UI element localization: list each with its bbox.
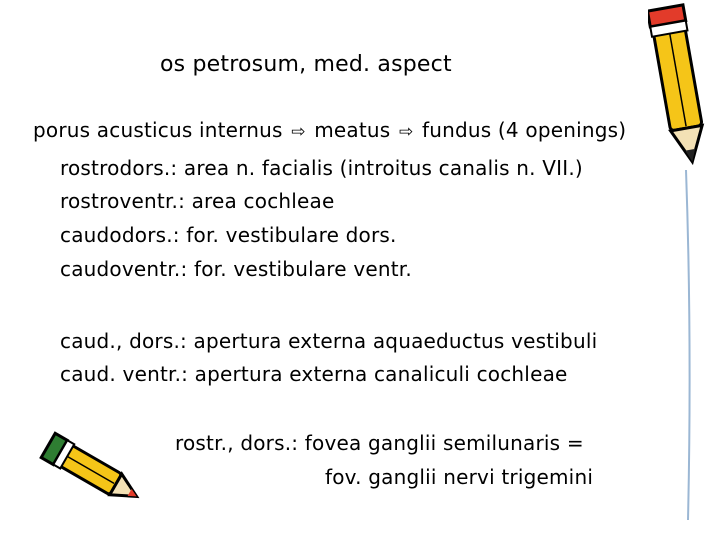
- sub-item-rostrodors: rostrodors.: area n. facialis (introitus canalis n. VII.): [60, 156, 583, 180]
- porus-text: porus acusticus internus: [33, 118, 283, 142]
- meatus-text: meatus: [314, 118, 391, 142]
- sub-item-rostroventr: rostroventr.: area cochleae: [60, 189, 335, 213]
- slide-title: os petrosum, med. aspect: [160, 52, 452, 77]
- pencil-clipart-icon: [648, 0, 718, 540]
- sub-item-caudodors: caudodors.: for. vestibulare dors.: [60, 223, 397, 247]
- aperture-vestibuli: caud., dors.: apertura externa aquaeductus vestibuli: [60, 329, 598, 353]
- pencil-clipart-icon: [30, 428, 150, 518]
- arrow-right-icon: ⇨: [398, 122, 414, 142]
- aperture-cochleae: caud. ventr.: apertura externa canaliculi cochleae: [60, 362, 568, 386]
- porus-line: [33, 118, 626, 142]
- fovea-line-2: fov. ganglii nervi trigemini: [325, 465, 594, 489]
- fundus-text: fundus (4 openings): [421, 118, 627, 142]
- fovea-line-1: rostr., dors.: fovea ganglii semilunaris =: [175, 431, 584, 455]
- arrow-right-icon: ⇨: [291, 122, 306, 142]
- sub-item-caudoventr: caudoventr.: for. vestibulare ventr.: [60, 257, 412, 281]
